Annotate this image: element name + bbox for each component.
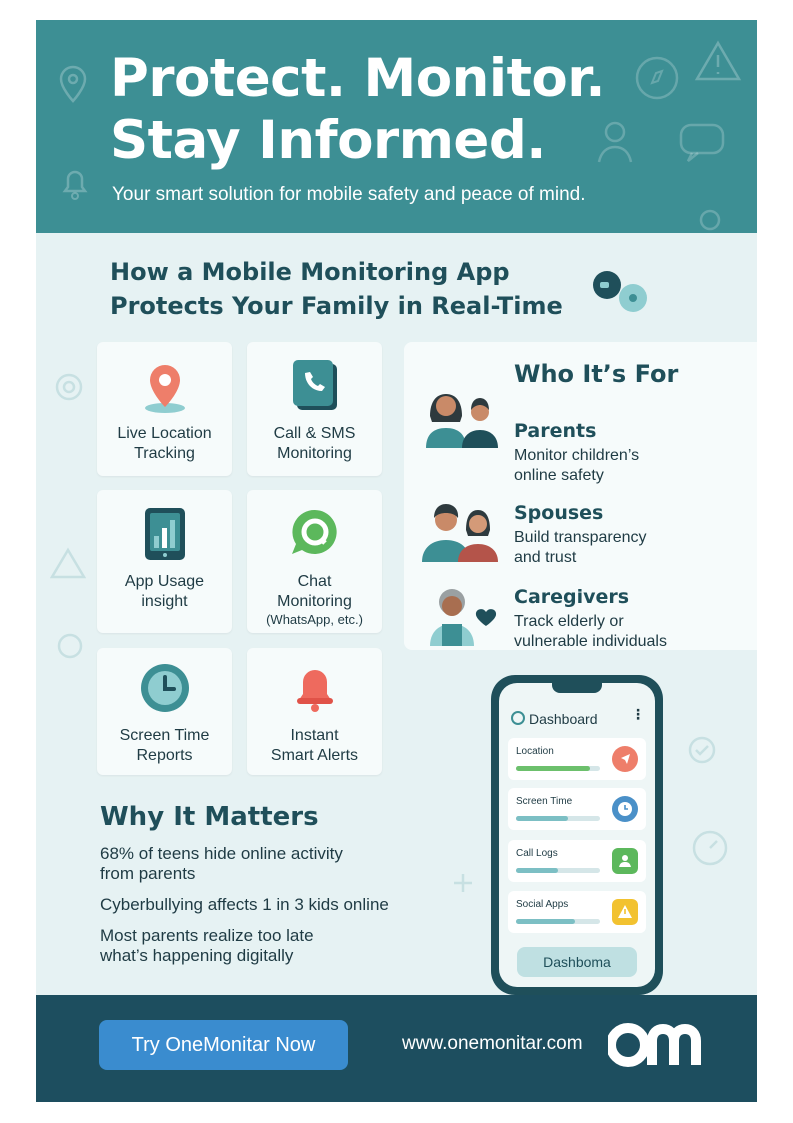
- tile-label: Location: [516, 746, 554, 757]
- who-item-desc: [514, 528, 754, 568]
- why-item-line-1: 68% of teens hide online activity: [100, 844, 343, 863]
- dashboard-tile-location[interactable]: [508, 738, 646, 780]
- elderly-heart-icon: [424, 580, 504, 646]
- why-item: [100, 844, 460, 884]
- bell-icon: [291, 660, 339, 714]
- bell-deco-icon: [60, 165, 90, 201]
- feature-label-line-1: Call & SMS: [273, 425, 356, 442]
- feature-card-app-usage: [97, 490, 232, 633]
- chat-bubble-icon: [288, 506, 342, 560]
- feature-label-line-2: insight: [141, 593, 188, 610]
- warning-deco-icon: [694, 40, 742, 82]
- why-item: [100, 926, 460, 966]
- alert-deco-icon: [50, 547, 86, 579]
- who-item-desc-line-1: Monitor children’s: [514, 447, 640, 464]
- circle-deco-icon: [56, 632, 84, 660]
- who-title: Who It’s For: [514, 360, 679, 388]
- headline-line-1: Protect. Monitor.: [110, 48, 606, 109]
- tile-progress-track: [516, 766, 600, 771]
- toggle-dot-light-icon: [619, 284, 647, 312]
- who-item-desc-line-1: Track elderly or: [514, 613, 624, 630]
- dashboard-tile-screen-time[interactable]: [508, 788, 646, 830]
- feature-card-call-sms: [247, 342, 382, 476]
- dashboard-button[interactable]: Dashboma: [517, 947, 637, 977]
- onemonitar-logo-icon: [608, 1019, 704, 1071]
- phone-notch: [552, 683, 602, 693]
- message-deco-icon: [678, 122, 726, 164]
- compass-deco-icon: [634, 55, 680, 101]
- poster: [36, 20, 757, 1102]
- who-item-title: Caregivers: [514, 586, 630, 608]
- section-title-line-2: Protects Your Family in Real-Time: [110, 292, 563, 320]
- feature-label-line-2: Smart Alerts: [270, 747, 359, 764]
- why-item-line-1: Most parents realize too late: [100, 926, 314, 945]
- feature-label-line-1: Live Location: [117, 425, 212, 442]
- who-item-desc: [514, 612, 754, 652]
- feature-card-alerts: [247, 648, 382, 775]
- warning-icon: [612, 899, 638, 925]
- header-subtitle: Your smart solution for mobile safety and peace of mind.: [112, 184, 586, 205]
- why-item-line-2: from parents: [100, 864, 196, 883]
- location-pin-deco-icon: [58, 65, 88, 105]
- feature-label-line-2: Reports: [136, 747, 193, 764]
- feature-label: [97, 572, 232, 612]
- tile-progress-fill: [516, 816, 568, 821]
- headline: [110, 48, 605, 172]
- tile-label: Call Logs: [516, 848, 558, 859]
- feature-label-line-2: Monitoring: [277, 593, 352, 610]
- tile-progress-track: [516, 919, 600, 924]
- who-item-desc-line-1: Build transparency: [514, 529, 647, 546]
- toggle-dot-dark-icon: [593, 271, 621, 299]
- feature-card-location: [97, 342, 232, 476]
- tile-progress-fill: [516, 766, 590, 771]
- shield-deco-icon: [686, 734, 718, 766]
- ring-deco-icon: [698, 208, 722, 232]
- feature-label-line-1: Screen Time: [119, 727, 210, 744]
- website-link[interactable]: www.onemonitar.com: [402, 1033, 583, 1054]
- tablet-chart-icon: [143, 506, 187, 562]
- feature-note: (WhatsApp, etc.): [266, 612, 363, 627]
- who-panel: [404, 342, 757, 650]
- dashboard-tile-call-logs[interactable]: [508, 840, 646, 882]
- dashboard-logo-icon: [511, 711, 525, 725]
- feature-label-line-2: Tracking: [134, 445, 195, 462]
- feature-label: [97, 424, 232, 464]
- feature-label: [247, 572, 382, 612]
- tile-progress-fill: [516, 919, 575, 924]
- gauge-deco-icon: [690, 828, 730, 868]
- parent-child-icon: [424, 382, 504, 448]
- tile-label: Screen Time: [516, 796, 573, 807]
- dashboard-title: Dashboard: [529, 711, 598, 727]
- why-item-line-1: Cyberbullying affects 1 in 3 kids online: [100, 895, 389, 914]
- feature-card-chat: [247, 490, 382, 633]
- why-item-line-2: what’s happening digitally: [100, 946, 294, 965]
- who-item-title: Spouses: [514, 502, 604, 524]
- clock-icon: [139, 662, 191, 714]
- footer: [36, 995, 757, 1102]
- tile-progress-track: [516, 816, 600, 821]
- target-deco-icon: [54, 372, 84, 402]
- location-pin-icon: [141, 362, 189, 414]
- try-now-button[interactable]: Try OneMonitar Now: [99, 1020, 348, 1070]
- couple-icon: [418, 496, 504, 562]
- section-title: [110, 255, 563, 323]
- who-item-desc-line-2: vulnerable individuals: [514, 633, 667, 650]
- who-item-desc-line-2: and trust: [514, 549, 577, 566]
- dashboard-tile-social-apps[interactable]: [508, 891, 646, 933]
- feature-label-line-1: Instant: [290, 727, 339, 744]
- feature-label: [247, 424, 382, 464]
- why-title: Why It Matters: [100, 802, 319, 832]
- phone-mockup: [491, 675, 663, 995]
- navigation-icon: [612, 746, 638, 772]
- feature-label-line-1: App Usage: [124, 573, 205, 590]
- headline-line-2: Stay Informed.: [110, 110, 546, 171]
- feature-card-screen-time: [97, 648, 232, 775]
- phone-screen: [499, 683, 655, 987]
- tile-progress-track: [516, 868, 600, 873]
- why-item: [100, 895, 460, 915]
- kebab-menu-icon[interactable]: ⋮: [631, 707, 645, 723]
- feature-label-line-1: Chat: [297, 573, 332, 590]
- header-banner: [36, 20, 757, 233]
- section-title-line-1: How a Mobile Monitoring App: [110, 258, 510, 286]
- phone-icon: [291, 358, 339, 412]
- who-item-desc: [514, 446, 754, 486]
- contact-icon: [612, 848, 638, 874]
- feature-label-line-2: Monitoring: [277, 445, 352, 462]
- who-item-desc-line-2: online safety: [514, 467, 604, 484]
- who-item-title: Parents: [514, 420, 597, 442]
- tile-label: Social Apps: [516, 899, 569, 910]
- tile-progress-fill: [516, 868, 558, 873]
- feature-label: [97, 726, 232, 766]
- clock-icon: [612, 796, 638, 822]
- feature-label: [247, 726, 382, 766]
